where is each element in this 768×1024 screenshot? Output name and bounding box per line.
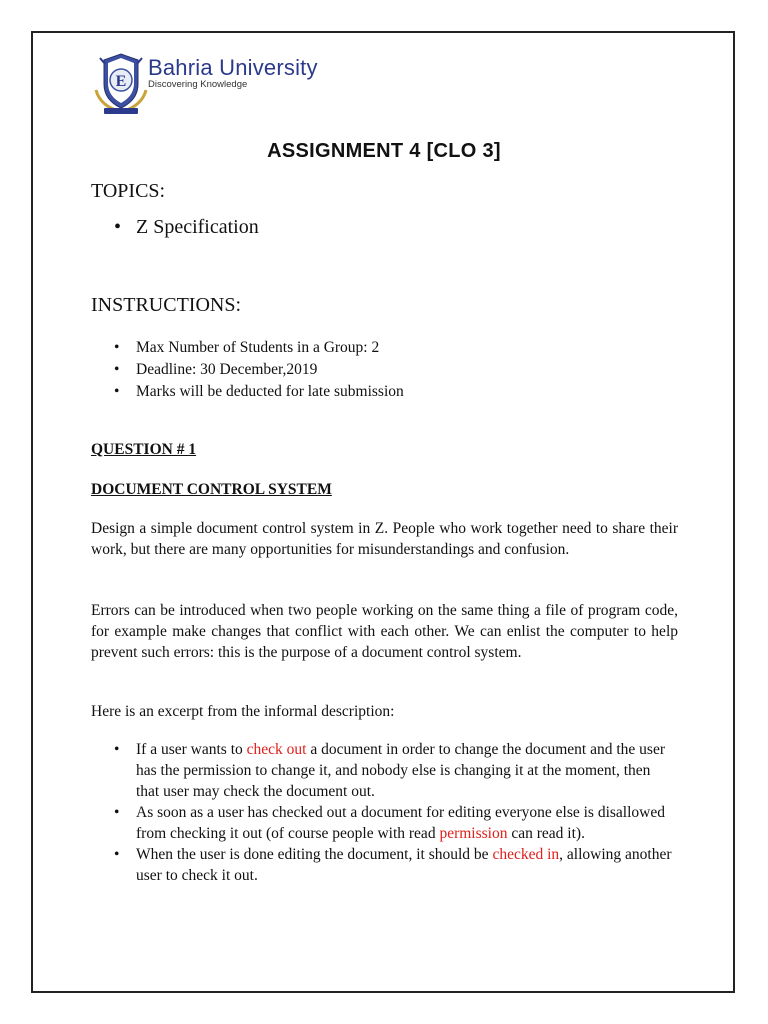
paragraph: Design a simple document control system in Z. People who work together need to share their work, but there are many opportunities for misunderstandings and confusion. xyxy=(91,520,678,558)
topic-item: • Z Specification xyxy=(114,216,259,239)
brand-block xyxy=(148,56,318,90)
instruction-item: • Marks will be deducted for late submission xyxy=(114,381,404,403)
description-list xyxy=(114,739,674,886)
question-subtitle: DOCUMENT CONTROL SYSTEM xyxy=(91,481,332,498)
paragraph: Here is an excerpt from the informal description: xyxy=(91,703,395,720)
paragraph: Errors can be introduced when two people working on the same thing a file of program code, for example make changes that conflict with each other. We can enlist the computer to help prevent such errors: this is the purpose of a document control system. xyxy=(91,602,678,661)
highlight-text: checked in xyxy=(492,846,560,863)
instructions-list xyxy=(114,337,404,403)
university-logo xyxy=(90,50,152,116)
instructions-heading: INSTRUCTIONS: xyxy=(91,294,242,316)
description-item: • As soon as a user has checked out a document for editing everyone else is disallowed from checking it out (of course people with read permission can read it). xyxy=(114,802,674,844)
highlight-text: check out xyxy=(246,741,307,758)
svg-text:E: E xyxy=(115,73,127,90)
highlight-text: permission xyxy=(439,825,508,842)
instruction-item: • Deadline: 30 December,2019 xyxy=(114,359,404,381)
assignment-title: ASSIGNMENT 4 [CLO 3] xyxy=(267,140,501,162)
instruction-item: • Max Number of Students in a Group: 2 xyxy=(114,337,404,359)
description-item: • When the user is done editing the document, it should be checked in, allowing another user to check it out. xyxy=(114,844,674,886)
brand-tagline: Discovering Knowledge xyxy=(148,79,248,90)
topics-list xyxy=(114,216,259,239)
question-number: QUESTION # 1 xyxy=(91,441,197,458)
brand-name: Bahria University xyxy=(148,55,318,80)
topics-heading: TOPICS: xyxy=(91,180,166,202)
description-item: • If a user wants to check out a document in order to change the document and the user has the permission to change it, and nobody else is changing it at the moment, then that user may check the document out. xyxy=(114,739,674,802)
